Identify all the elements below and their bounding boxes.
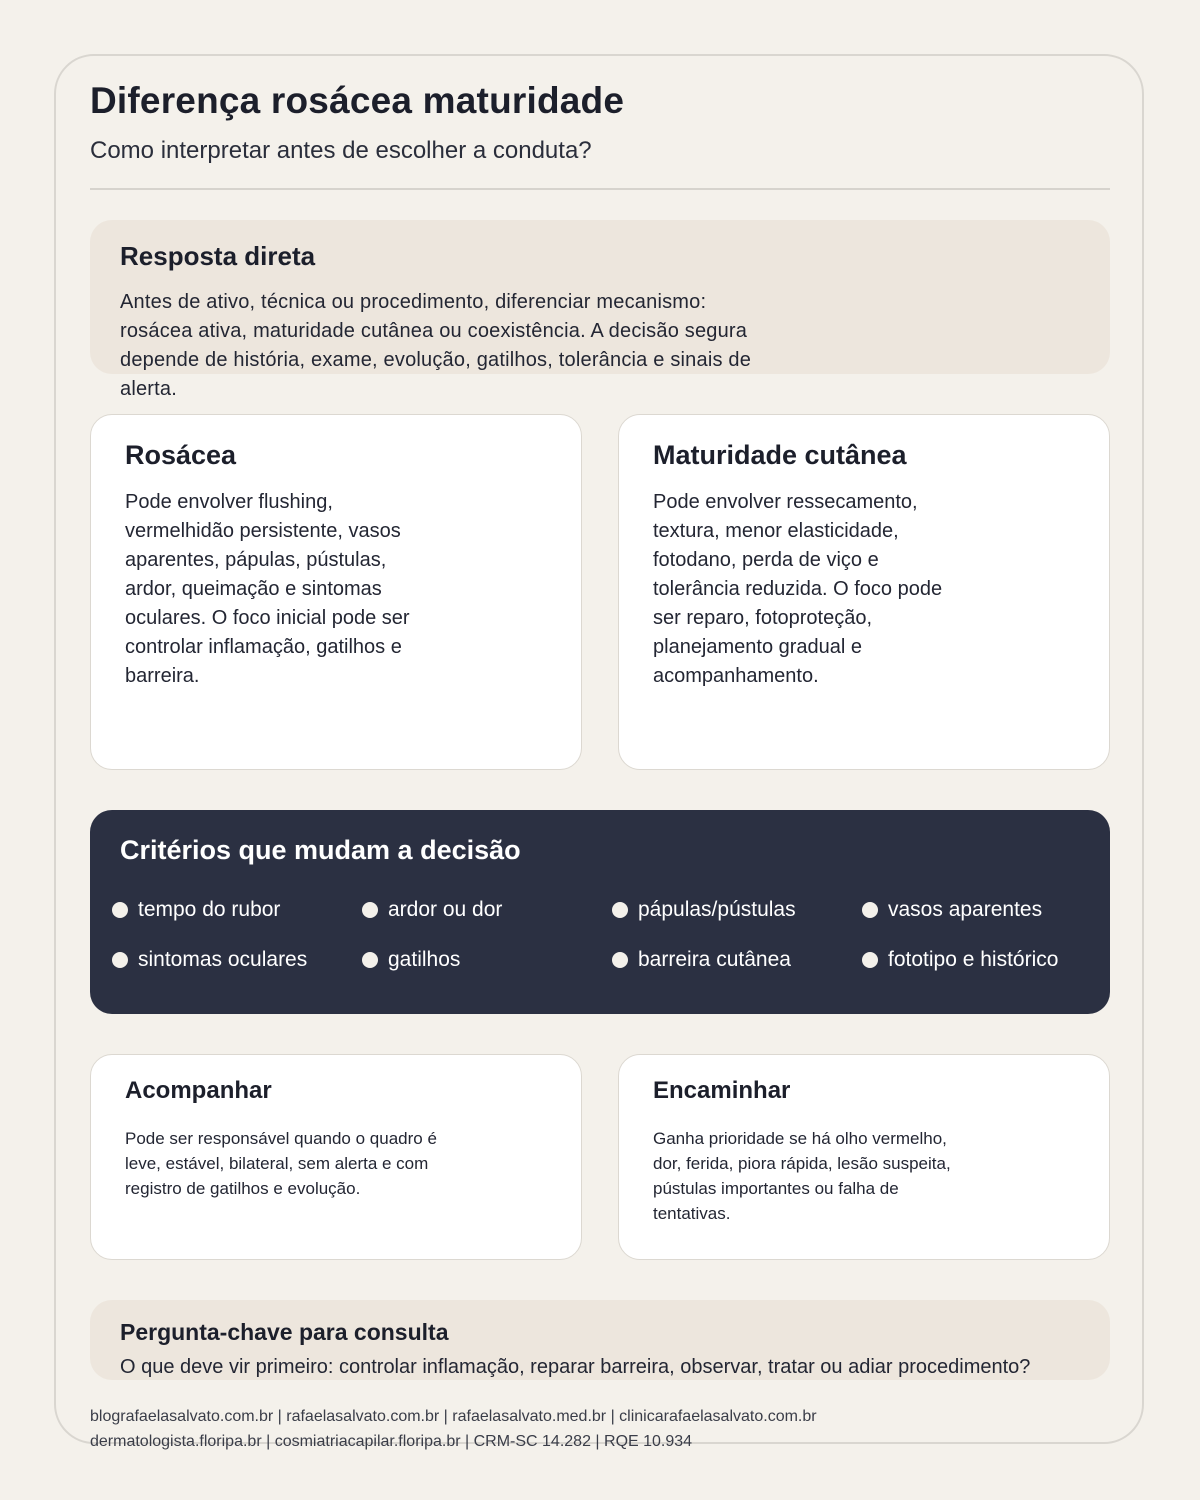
direct-answer-text: Antes de ativo, técnica ou procedimento, diferenciar mecanismo: rosácea ativa, maturidade cutânea ou coexistência. A decisão segura depende de história, exame, evolução, gatilhos, tolerância e sinais de alerta. — [120, 291, 752, 400]
criteria-item — [862, 948, 1058, 972]
maturidade-card-title: Maturidade cutânea — [653, 440, 907, 470]
rosacea-card — [90, 414, 582, 770]
key-question-heading: Pergunta-chave para consulta — [120, 1319, 449, 1345]
bullet-icon — [862, 952, 878, 968]
criteria-item — [862, 898, 1042, 922]
criteria-item-label: vasos aparentes — [888, 898, 1043, 921]
maturidade-card — [618, 414, 1110, 770]
direct-answer-panel — [90, 220, 1110, 400]
criteria-item — [112, 948, 307, 972]
footer-links-line-1: blografaelasalvato.com.br | rafaelasalvato.com.br | rafaelasalvato.med.br | clinicarafaelasalvato.com.br — [90, 1408, 817, 1425]
criteria-item — [362, 898, 502, 922]
acompanhar-card — [90, 1054, 582, 1260]
criteria-item-label: tempo do rubor — [138, 898, 281, 921]
key-question-text: O que deve vir primeiro: controlar inflamação, reparar barreira, observar, tratar ou adiar procedimento? — [120, 1356, 1031, 1378]
criteria-panel — [90, 810, 1110, 1014]
criteria-item-label: barreira cutânea — [638, 948, 791, 971]
bullet-icon — [862, 902, 878, 918]
criteria-item — [112, 898, 280, 922]
criteria-item-label: fototipo e histórico — [888, 948, 1059, 971]
acompanhar-card-text: Pode ser responsável quando o quadro é leve, estável, bilateral, sem alerta e com registro de gatilhos e evolução. — [125, 1129, 437, 1198]
bullet-icon — [612, 902, 628, 918]
criteria-item — [362, 948, 460, 972]
page-subtitle: Como interpretar antes de escolher a conduta? — [90, 137, 592, 164]
footer-links-line-2: dermatologista.floripa.br | cosmiatriacapilar.floripa.br | CRM-SC 14.282 | RQE 10.934 — [90, 1433, 693, 1450]
acompanhar-card-title: Acompanhar — [125, 1077, 272, 1104]
criteria-item-label: pápulas/pústulas — [638, 898, 796, 921]
bullet-icon — [362, 902, 378, 918]
rosacea-card-text: Pode envolver flushing, vermelhidão persistente, vasos aparentes, pápulas, pústulas, ardor, queimação e sintomas oculares. O foco inicial pode ser controlar inflamação, gatilhos e barreira. — [125, 491, 410, 687]
criteria-item-label: gatilhos — [388, 948, 461, 971]
page-title: Diferença rosácea maturidade — [90, 80, 625, 121]
bullet-icon — [112, 952, 128, 968]
bullet-icon — [362, 952, 378, 968]
bullet-icon — [612, 952, 628, 968]
encaminhar-card-text: Ganha prioridade se há olho vermelho, dor, ferida, piora rápida, lesão suspeita, pústulas importantes ou falha de tentativas. — [653, 1129, 951, 1223]
criteria-heading: Critérios que mudam a decisão — [120, 835, 521, 865]
criteria-item-label: sintomas oculares — [138, 948, 308, 971]
criteria-item — [612, 948, 791, 972]
encaminhar-card-title: Encaminhar — [653, 1077, 791, 1104]
rosacea-card-title: Rosácea — [125, 440, 237, 470]
header-divider — [90, 188, 1110, 190]
criteria-item-label: ardor ou dor — [388, 898, 503, 921]
key-question-panel — [90, 1300, 1110, 1380]
maturidade-card-text: Pode envolver ressecamento, textura, menor elasticidade, fotodano, perda de viço e tolerância reduzida. O foco pode ser reparo, fotoproteção, planejamento gradual e acompanhamento. — [653, 491, 943, 687]
encaminhar-card — [618, 1054, 1110, 1260]
criteria-item — [612, 898, 796, 922]
direct-answer-heading: Resposta direta — [120, 241, 316, 271]
bullet-icon — [112, 902, 128, 918]
